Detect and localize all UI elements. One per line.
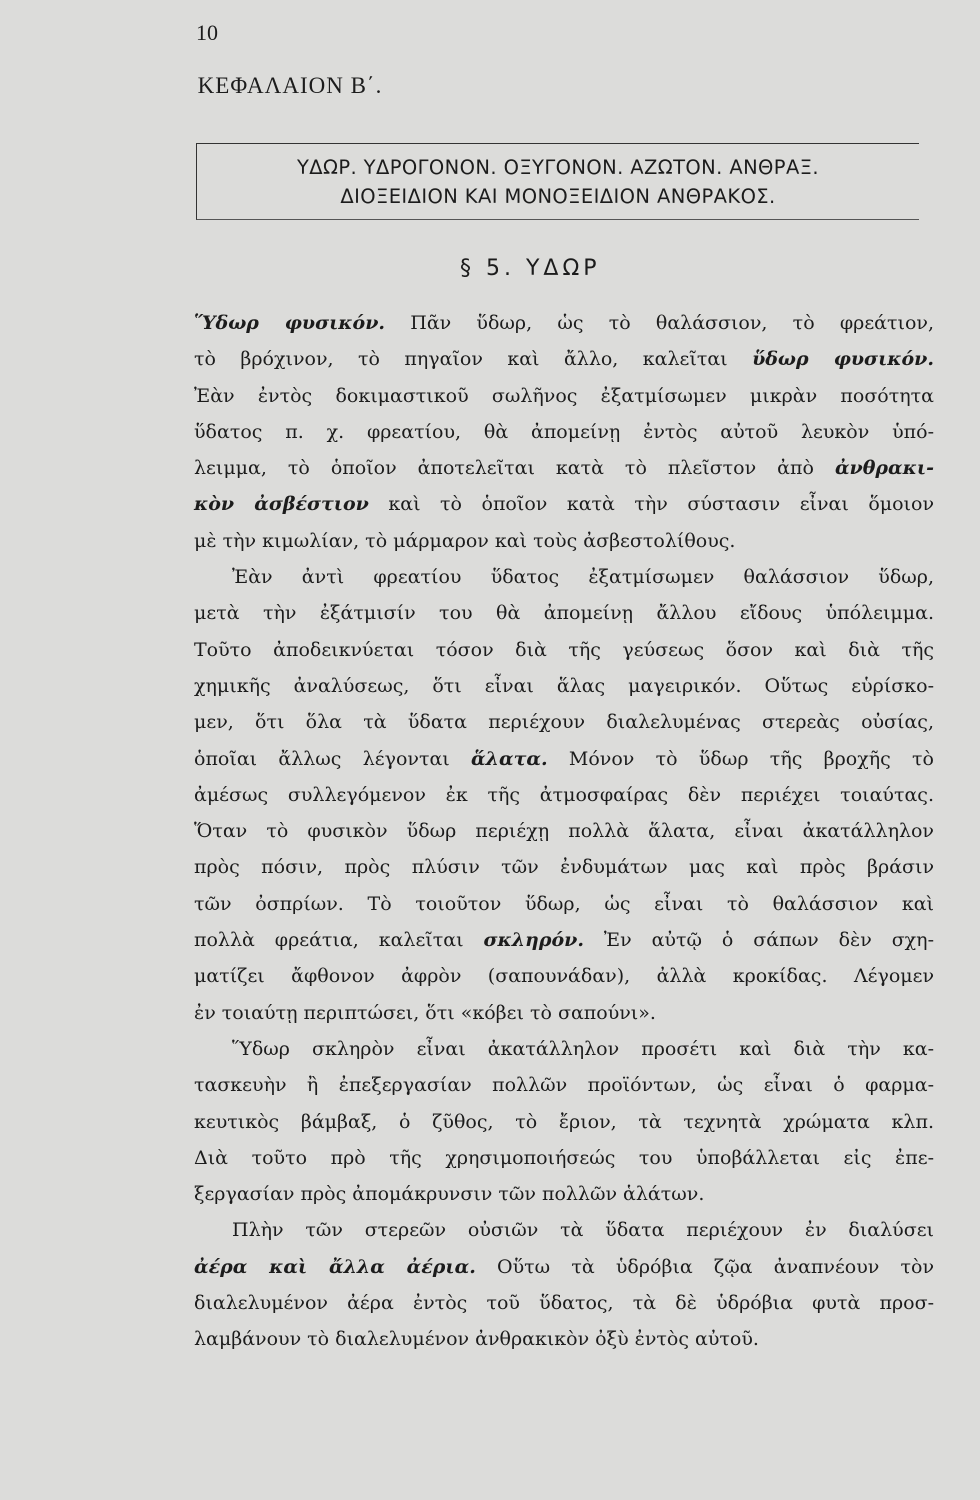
text-segment: τασκευὴν ἢ ἐπεξεργασίαν πολλῶν προϊόντων, ὡς εἶναι ὁ φαρμα- bbox=[194, 1074, 934, 1097]
text-line bbox=[194, 849, 934, 885]
text-line bbox=[194, 632, 934, 668]
text-segment: Ὅταν τὸ φυσικὸν ὕδωρ περιέχῃ πολλὰ ἅλατα, εἶναι ἀκατάλληλον bbox=[194, 820, 934, 843]
text-line bbox=[194, 958, 934, 994]
text-segment: διαλελυμένον ἀέρα ἐντὸς τοῦ ὕδατος, τὰ δὲ ὑδρόβια φυτὰ προσ- bbox=[194, 1292, 934, 1315]
text-segment: ξεργασίαν πρὸς ἀπομάκρυνσιν τῶν πολλῶν ἁλάτων. bbox=[194, 1183, 705, 1206]
chapter-title-text: ΚΕΦΑΛΑΙΟΝ Β΄. bbox=[197, 73, 383, 98]
text-segment: χημικῆς ἀναλύσεως, ὅτι εἶναι ἅλας μαγειρικόν. Οὕτως εὑρίσκο- bbox=[194, 674, 934, 697]
text-line bbox=[194, 378, 934, 414]
emphasized-term: σκληρόν. bbox=[483, 929, 584, 952]
section-heading: § 5. ΥΔΩΡ bbox=[460, 256, 601, 281]
text-segment: Μόνον τὸ ὕδωρ τῆς βροχῆς τὸ bbox=[547, 747, 934, 770]
text-segment: Οὕτω τὰ ὑδρόβια ζῷα ἀναπνέουν τὸν bbox=[475, 1255, 934, 1278]
text-line bbox=[194, 450, 934, 486]
text-segment: λειμμα, τὸ ὁποῖον ἀποτελεῖται κατὰ τὸ πλεῖστον ἀπὸ bbox=[194, 457, 835, 480]
text-segment: Ἐὰν ἐντὸς δοκιμαστικοῦ σωλῆνος ἐξατμίσωμεν μικρὰν ποσότητα bbox=[194, 384, 934, 407]
text-line bbox=[194, 559, 934, 595]
text-line bbox=[194, 1140, 934, 1176]
emphasized-term: ὕδωρ φυσικόν. bbox=[752, 348, 934, 371]
text-line bbox=[194, 777, 934, 813]
text-segment: πολλὰ φρεάτια, καλεῖται bbox=[194, 929, 484, 952]
text-segment: τῶν ὀσπρίων. Τὸ τοιοῦτον ὕδωρ, ὡς εἶναι τὸ θαλάσσιον καὶ bbox=[194, 892, 934, 915]
text-segment: μεν, ὅτι ὅλα τὰ ὕδατα περιέχουν διαλελυμένας στερεὰς οὐσίας, bbox=[194, 711, 934, 734]
text-line bbox=[194, 704, 934, 740]
text-line bbox=[194, 486, 934, 522]
text-line bbox=[194, 1321, 934, 1357]
body-text bbox=[194, 305, 934, 1358]
text-line bbox=[194, 668, 934, 704]
text-segment: Πᾶν ὕδωρ, ὡς τὸ θαλάσσιον, τὸ φρεάτιον, bbox=[385, 312, 934, 334]
text-segment: λαμβάνουν τὸ διαλελυμένον ἀνθρακικὸν ὀξὺ ἐντὸς αὐτοῦ. bbox=[194, 1328, 759, 1351]
text-line bbox=[194, 1067, 934, 1103]
text-line bbox=[194, 1212, 934, 1248]
text-line bbox=[194, 305, 934, 341]
text-line bbox=[194, 595, 934, 631]
text-line bbox=[194, 922, 934, 958]
text-segment: καὶ τὸ ὁποῖον κατὰ τὴν σύστασιν εἶναι ὅμοιον bbox=[368, 493, 934, 516]
text-segment: Ἐὰν ἀντὶ φρεατίου ὕδατος ἐξατμίσωμεν θαλάσσιον ὕδωρ, bbox=[232, 566, 934, 589]
text-line bbox=[194, 523, 934, 559]
text-segment: μὲ τὴν κιμωλίαν, τὸ μάρμαρον καὶ τοὺς ἀσβεστολίθους. bbox=[194, 529, 736, 552]
text-line bbox=[194, 341, 934, 377]
text-line bbox=[194, 1176, 934, 1212]
text-line bbox=[194, 995, 934, 1031]
text-line bbox=[194, 1104, 934, 1140]
text-line bbox=[194, 1031, 934, 1067]
text-segment: Ἐν αὐτῷ ὁ σάπων δὲν σχη- bbox=[583, 929, 934, 952]
text-segment: Τοῦτο ἀποδεικνύεται τόσον διὰ τῆς γεύσεως ὅσον καὶ διὰ τῆς bbox=[194, 638, 934, 661]
text-line bbox=[194, 741, 934, 777]
text-line bbox=[194, 886, 934, 922]
text-line bbox=[194, 414, 934, 450]
text-segment: ὁποῖαι ἄλλως λέγονται bbox=[194, 747, 472, 770]
text-segment: μετὰ τὴν ἐξάτμισίν του θὰ ἀπομείνῃ ἄλλου εἴδους ὑπόλειμμα. bbox=[194, 602, 934, 625]
text-line bbox=[194, 1249, 934, 1285]
text-line bbox=[194, 1285, 934, 1321]
text-segment: ἀμέσως συλλεγόμενον ἐκ τῆς ἀτμοσφαίρας δὲν περιέχει τοιαύτας. bbox=[194, 783, 934, 806]
chapter-topics-line-1: ΥΔΩΡ. ΥΔΡΟΓΟΝΟΝ. ΟΞΥΓΟΝΟΝ. ΑΖΩΤΟΝ. ΑΝΘΡΑΞ. bbox=[296, 156, 820, 179]
text-segment: ματίζει ἄφθονον ἀφρὸν (σαπουνάδαν), ἀλλὰ κροκίδας. Λέγομεν bbox=[194, 965, 934, 988]
text-segment: Ὕδωρ σκληρὸν εἶναι ἀκατάλληλον προσέτι καὶ διὰ τὴν κα- bbox=[232, 1037, 934, 1060]
chapter-topics-box bbox=[196, 143, 919, 220]
text-segment: Πλὴν τῶν στερεῶν οὐσιῶν τὰ ὕδατα περιέχουν ἐν διαλύσει bbox=[232, 1219, 934, 1242]
emphasized-term: κὸν ἀσβέστιον bbox=[194, 493, 369, 516]
page-number: 10 bbox=[196, 20, 218, 45]
emphasized-term: ἀέρα καὶ ἄλλα ἀέρια. bbox=[194, 1255, 476, 1278]
text-segment: ὕδατος π. χ. φρεατίου, θὰ ἀπομείνῃ ἐντὸς αὐτοῦ λευκὸν ὑπό- bbox=[194, 420, 934, 443]
chapter-topics-line-2: ΔΙΟΞΕΙΔΙΟΝ ΚΑΙ ΜΟΝΟΞΕΙΔΙΟΝ ΑΝΘΡΑΚΟΣ. bbox=[340, 185, 776, 208]
chapter-title bbox=[0, 73, 980, 99]
text-segment: ἐν τοιαύτῃ περιπτώσει, ὅτι «κόβει τὸ σαπούνι». bbox=[194, 1001, 656, 1024]
text-segment: τὸ βρόχινον, τὸ πηγαῖον καὶ ἄλλο, καλεῖται bbox=[194, 348, 753, 371]
emphasized-term: ἅλατα. bbox=[471, 747, 548, 770]
text-line bbox=[194, 813, 934, 849]
emphasized-term: ἀνθρακι- bbox=[834, 457, 934, 480]
emphasized-term: Ὕδωρ φυσικόν. bbox=[194, 312, 386, 334]
text-segment: Διὰ τοῦτο πρὸ τῆς χρησιμοποιήσεώς του ὑποβάλλεται εἰς ἐπε- bbox=[194, 1146, 934, 1169]
text-segment: πρὸς πόσιν, πρὸς πλύσιν τῶν ἐνδυμάτων μας καὶ πρὸς βράσιν bbox=[194, 856, 934, 879]
text-segment: κευτικὸς βάμβαξ, ὁ ζῦθος, τὸ ἔριον, τὰ τεχνητὰ χρώματα κλπ. bbox=[194, 1110, 934, 1133]
